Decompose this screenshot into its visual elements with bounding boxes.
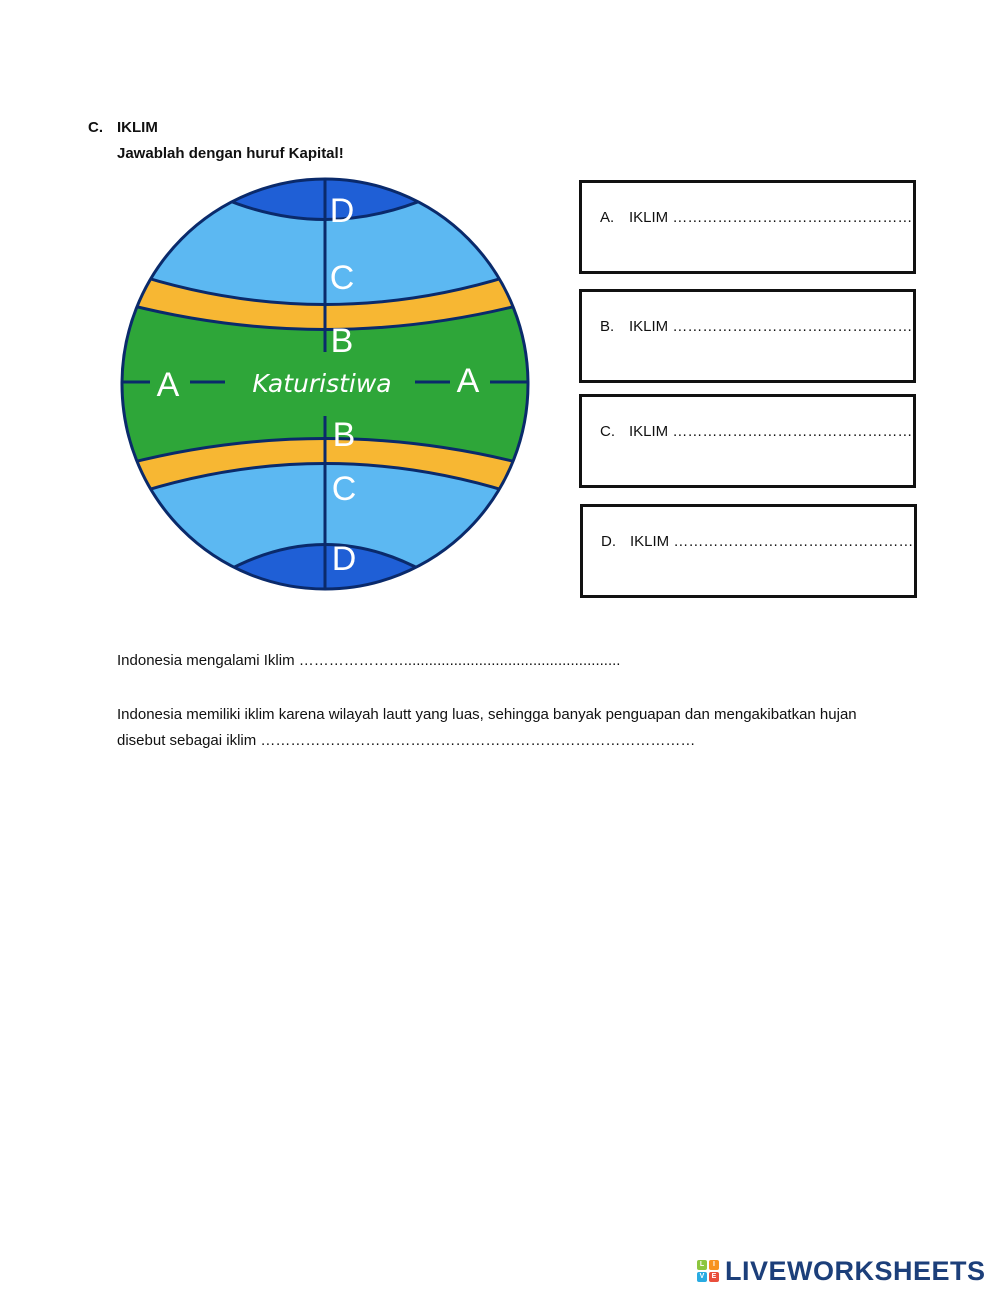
zone-letter-top-b: B (330, 322, 354, 360)
equator-label: Katuristiwa (252, 369, 392, 398)
answer-label-b: B. IKLIM ………………………………………… (600, 318, 913, 335)
answer-label-d: D. IKLIM ………………………………………… (601, 533, 914, 550)
answer-box-d[interactable] (580, 504, 917, 598)
zone-letter-bottom-b: B (332, 416, 356, 454)
zone-letter-bottom-d: D (331, 540, 357, 578)
answer-box-a[interactable] (579, 180, 916, 274)
answer-label-c: C. IKLIM ………………………………………… (600, 423, 913, 440)
liveworksheets-logo (697, 1255, 986, 1287)
answer-label-a: A. IKLIM ………………………………………… (600, 209, 913, 226)
logo-blocks-icon: L I V E (697, 1260, 719, 1282)
section-heading (88, 119, 158, 136)
zone-letter-bottom-c: C (331, 470, 357, 508)
section-number: C. (88, 119, 103, 136)
zone-letter-left-a: A (156, 366, 180, 404)
question-1: Indonesia mengalami Iklim ………………….................................................... (117, 652, 621, 669)
climate-zone-globe (110, 172, 540, 596)
answer-box-c[interactable] (579, 394, 916, 488)
zone-letter-right-a: A (456, 362, 480, 400)
question-2: Indonesia memiliki iklim karena wilayah lautt yang luas, sehingga banyak penguapan dan mengakibatkan hujan disebut sebagai iklim …………………………………………………………………………… (117, 706, 857, 749)
logo-wordmark: LIVEWORKSHEETS (725, 1255, 986, 1286)
zone-letter-top-c: C (329, 259, 355, 297)
instruction-text: Jawablah dengan huruf Kapital! (117, 145, 344, 162)
section-title: IKLIM (117, 119, 158, 136)
answer-box-b[interactable] (579, 289, 916, 383)
zone-letter-top-d: D (329, 192, 355, 230)
